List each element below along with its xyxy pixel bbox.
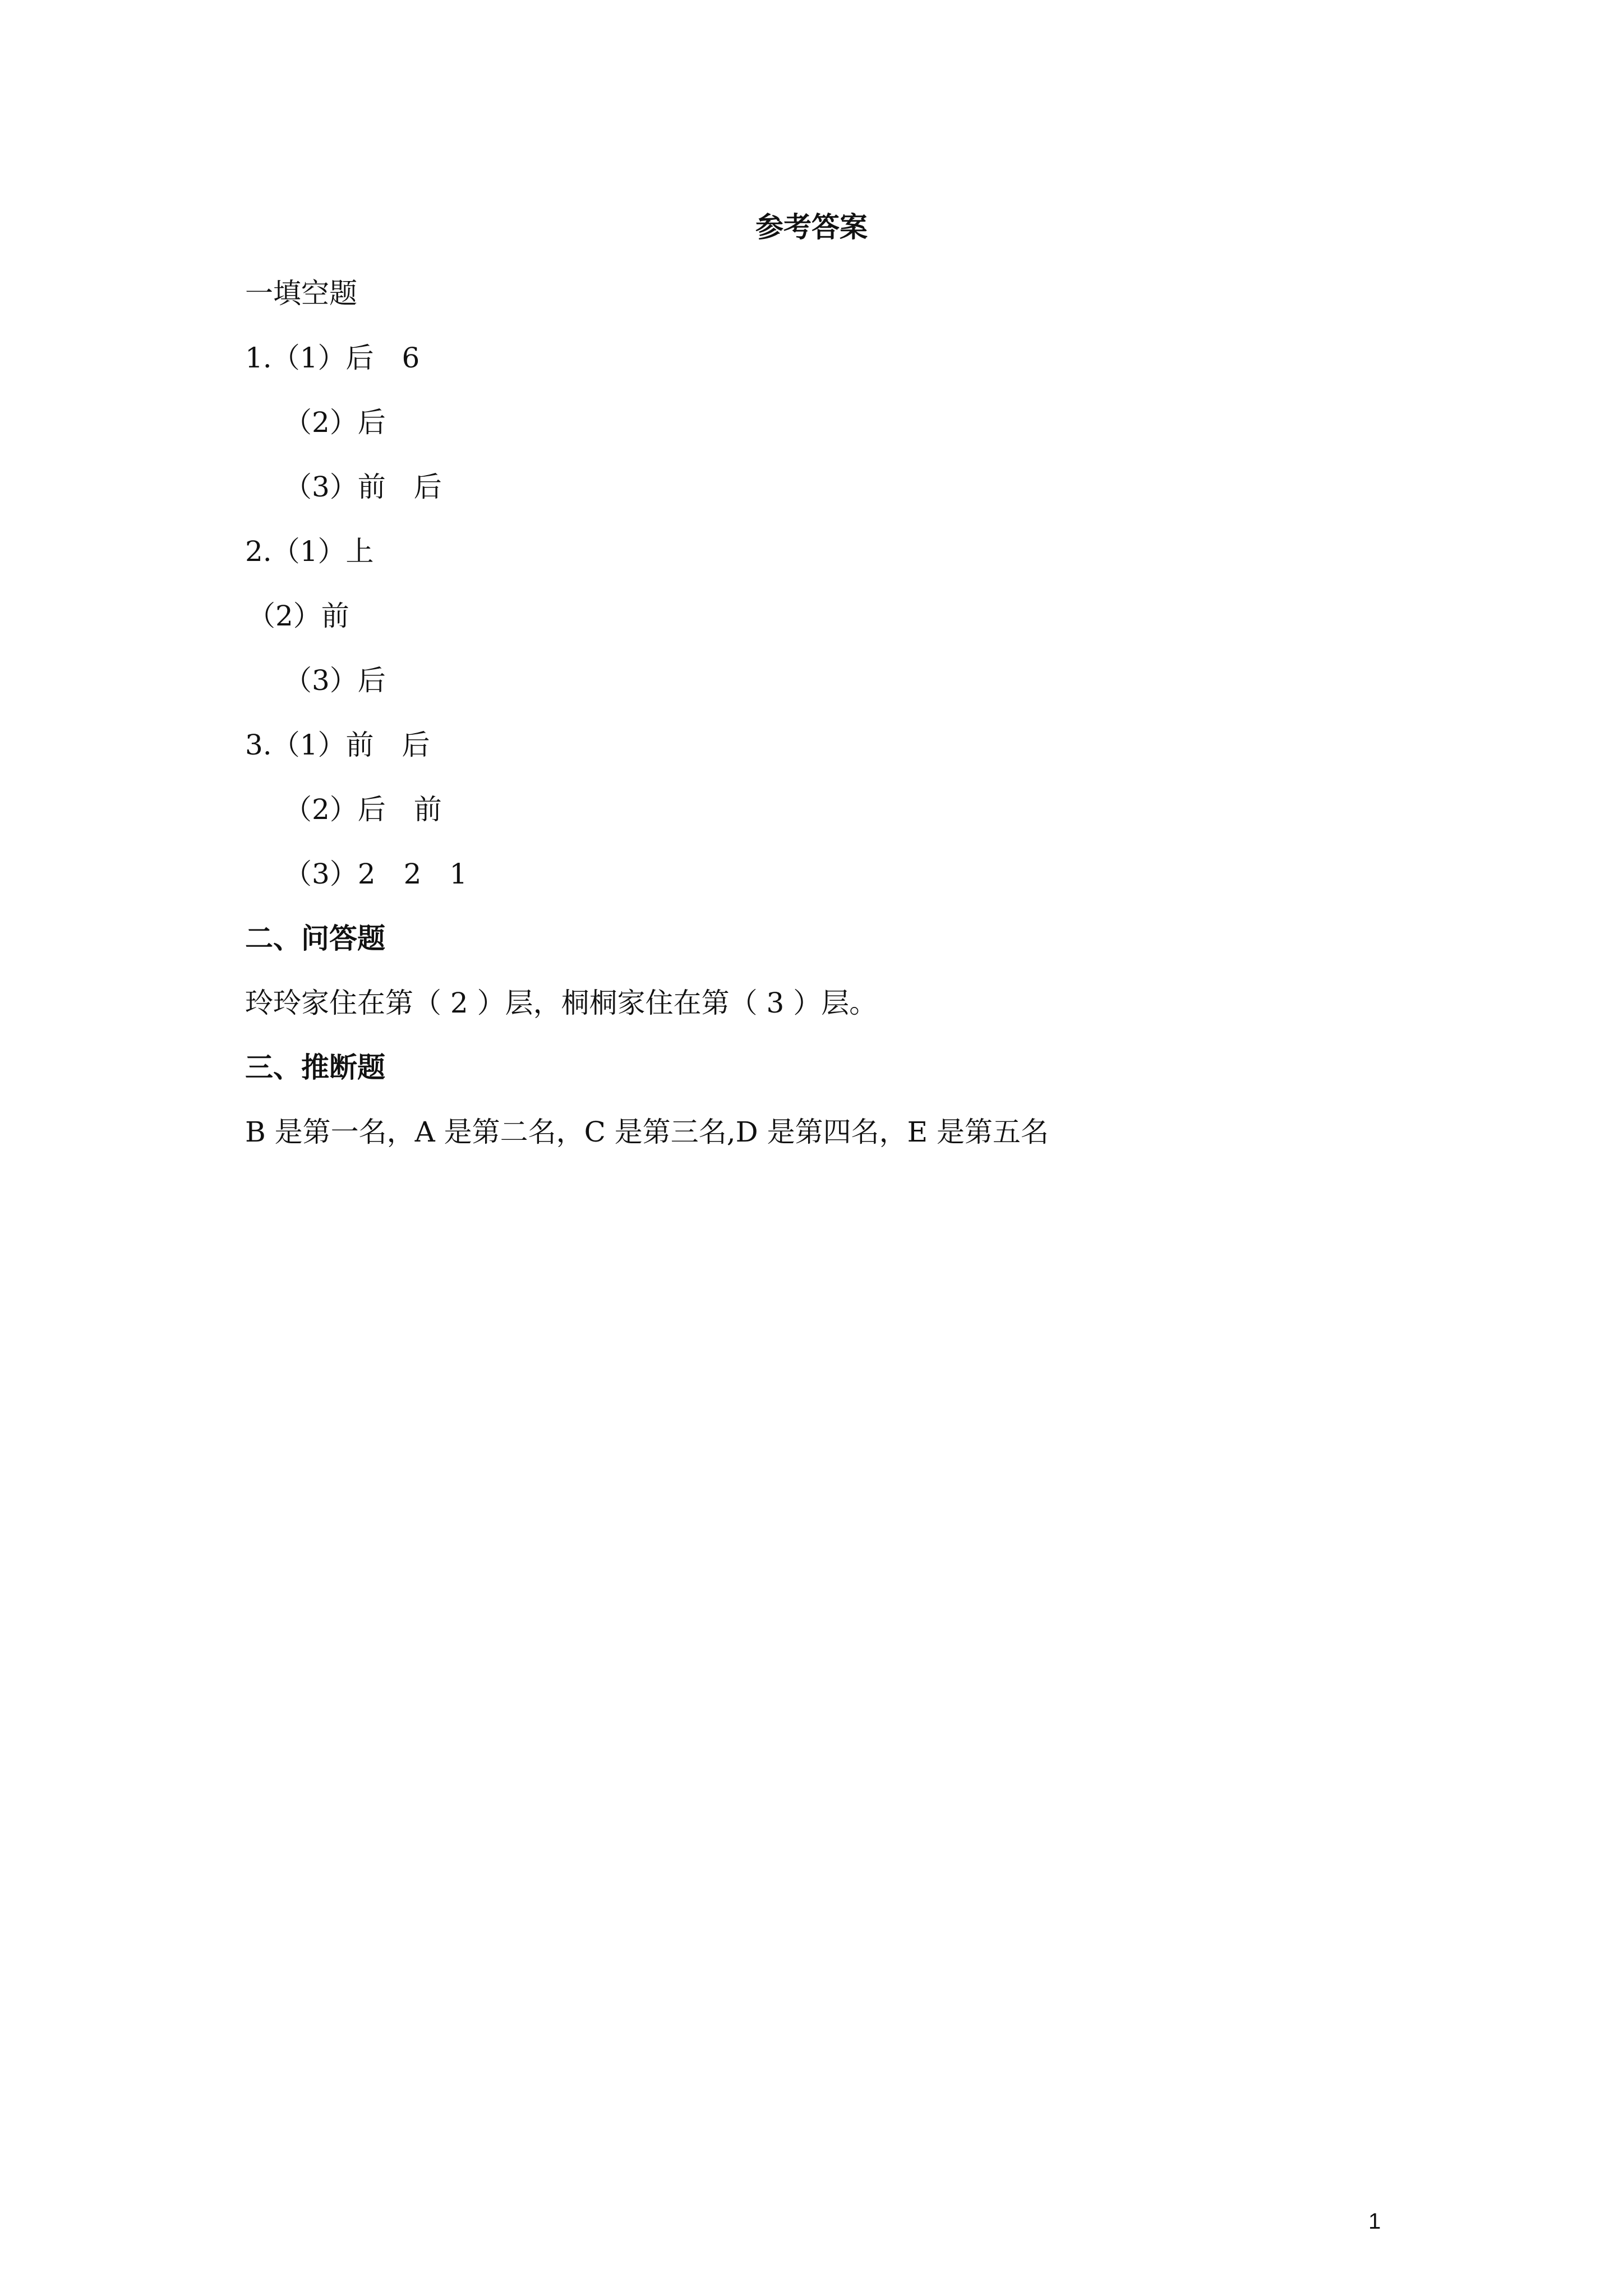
section-heading-qa: 二、问答题	[245, 922, 385, 955]
section-heading-inference: 三、推断题	[245, 1051, 385, 1084]
answer-line-3-3: （3）2 2 1	[284, 858, 468, 890]
answer-line-2-3: （3）后	[284, 664, 386, 697]
answer-line-2-2: （2）前	[247, 600, 349, 632]
answer-line-1-3: （3）前 后	[284, 471, 442, 503]
answer-line-1-2: （2）后	[284, 406, 386, 439]
answer-line-2-1: 2.（1）上	[245, 535, 374, 568]
inference-answer: B 是第一名，A 是第二名，C 是第三名,D 是第四名，E 是第五名	[245, 1116, 1049, 1148]
qa-answer: 玲玲家住在第（ 2 ）层，桐桐家住在第（ 3 ）层。	[245, 987, 878, 1019]
page-number: 1	[1368, 2209, 1381, 2234]
answer-line-3-2: （2）后 前	[284, 793, 442, 826]
section-heading-fill-in: 一填空题	[245, 277, 357, 310]
page-title: 参考答案	[755, 211, 868, 243]
answer-line-1-1: 1.（1）后 6	[245, 342, 420, 374]
answer-line-3-1: 3.（1）前 后	[245, 729, 430, 761]
